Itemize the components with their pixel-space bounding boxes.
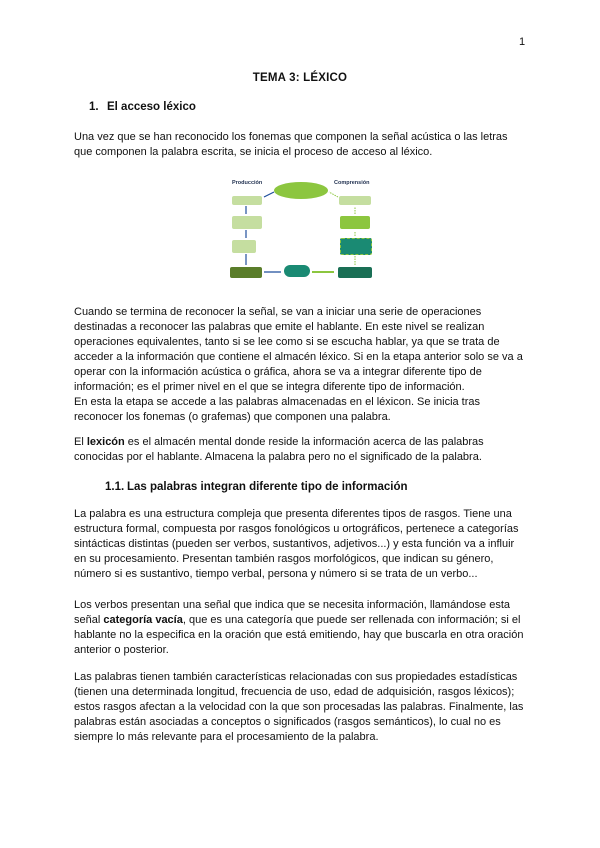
section-heading-1-1 bbox=[105, 481, 408, 493]
arrow bbox=[264, 192, 274, 197]
empty-category-paragraph bbox=[74, 598, 534, 658]
text-line: acceder a la información que contiene el almacén léxico. Si en la etapa anterior solo se va a bbox=[74, 351, 523, 363]
empty-category-term: categoría vacía bbox=[103, 614, 183, 626]
text-line: estructura formal, compuesta por rasgos fonológicos u ortográficos, pertenece a categorías bbox=[74, 523, 519, 535]
text-line: en su procesamiento. Presentan también rasgos morfológicos, que indican su género, bbox=[74, 553, 494, 565]
text-line: Cuando se termina de reconocer la señal, se van a iniciar una serie de operaciones bbox=[74, 306, 482, 318]
intro-paragraph bbox=[74, 130, 534, 160]
section-number: 1. bbox=[89, 101, 99, 113]
text-run: es el almacén mental donde reside la información acerca de las palabras bbox=[124, 436, 484, 448]
document-title: TEMA 3: LÉXICO bbox=[252, 72, 348, 84]
text-line bbox=[74, 435, 534, 450]
lexical-access-diagram bbox=[226, 176, 376, 282]
text-line: estos rasgos afectan a la velocidad con la que son procesadas las palabras. Finalmente, las bbox=[74, 701, 524, 713]
text-line: información; es el primer nivel en el que se integra diferente tipo de información. bbox=[74, 381, 465, 393]
text-line: La palabra es una estructura compleja que presenta diferentes tipos de rasgos. Tiene una bbox=[74, 508, 512, 520]
lexicon-term: lexicón bbox=[86, 436, 125, 448]
text-line: siempre lo más relevante para el procesamiento de la palabra. bbox=[74, 731, 379, 743]
section-title: El acceso léxico bbox=[107, 101, 196, 113]
text-line: palabras están asociadas a conceptos o significados (rasgos semánticos), lo cual no es bbox=[74, 716, 501, 728]
section-title: Las palabras integran diferente tipo de información bbox=[127, 481, 408, 493]
text-line: destinadas a reconocer las palabras que emite el hablante. En este nivel se realizan bbox=[74, 321, 485, 333]
arrow bbox=[329, 192, 338, 197]
statistical-properties-paragraph bbox=[74, 670, 534, 745]
text-run: , que es una categoría que puede ser rellenada con información; si el bbox=[182, 614, 521, 626]
text-line: conocidas por el hablante. Almacena la palabra pero no el significado de la palabra. bbox=[74, 451, 482, 463]
text-line: operaciones equivalentes, tanto si se lee como si se escucha hablar, ya que se trata de bbox=[74, 336, 500, 348]
text-line: Las palabras tienen también características relacionadas con sus propiedades estadísticas bbox=[74, 671, 518, 683]
comprension-label: Comprensión bbox=[334, 180, 370, 186]
text-line bbox=[74, 613, 534, 628]
lexicon-paragraph bbox=[74, 435, 534, 465]
text-line: que componen la palabra escrita, se inicia el proceso de acceso al léxico. bbox=[74, 146, 433, 158]
page-number: 1 bbox=[519, 36, 526, 48]
access-paragraph bbox=[74, 305, 534, 425]
word-structure-paragraph bbox=[74, 507, 534, 582]
text-line: número si es sustantivo, tiempo verbal, persona y número si se trata de un verbo... bbox=[74, 568, 478, 580]
text-run: señal bbox=[74, 614, 104, 626]
text-line: Una vez que se han reconocido los fonemas que componen la señal acústica o las letras bbox=[74, 131, 508, 143]
section-number: 1.1. bbox=[105, 481, 125, 493]
produccion-label: Producción bbox=[232, 180, 263, 186]
text-line: sintácticas distintas (pueden ser verbos, sustantivos, adjetivos...) y esta función va a influir bbox=[74, 538, 515, 550]
text-line: (tienen una determinada longitud, frecuencia de uso, edad de adquisición, rasgos léxicos); bbox=[74, 686, 515, 698]
text-line: En esta la etapa se accede a las palabras almacenadas en el léxicon. Se inicia tras bbox=[74, 396, 481, 408]
text-line: reconocer los fonemas (o grafemas) que componen una palabra. bbox=[74, 411, 391, 423]
text-line: hablante no la especifica en la oración que está emitiendo, hay que buscarla en otra oración bbox=[74, 629, 524, 641]
text-line: anterior o posterior. bbox=[74, 644, 169, 656]
text-line: operar con la información acústica o gráfica, ahora se va a integrar diferente tipo de bbox=[74, 366, 482, 378]
text-run: El bbox=[74, 436, 87, 448]
text-line: Los verbos presentan una señal que indica que se necesita información, llamándose esta bbox=[74, 599, 510, 611]
diagram-arrows bbox=[226, 176, 376, 282]
section-heading-1 bbox=[89, 101, 196, 113]
